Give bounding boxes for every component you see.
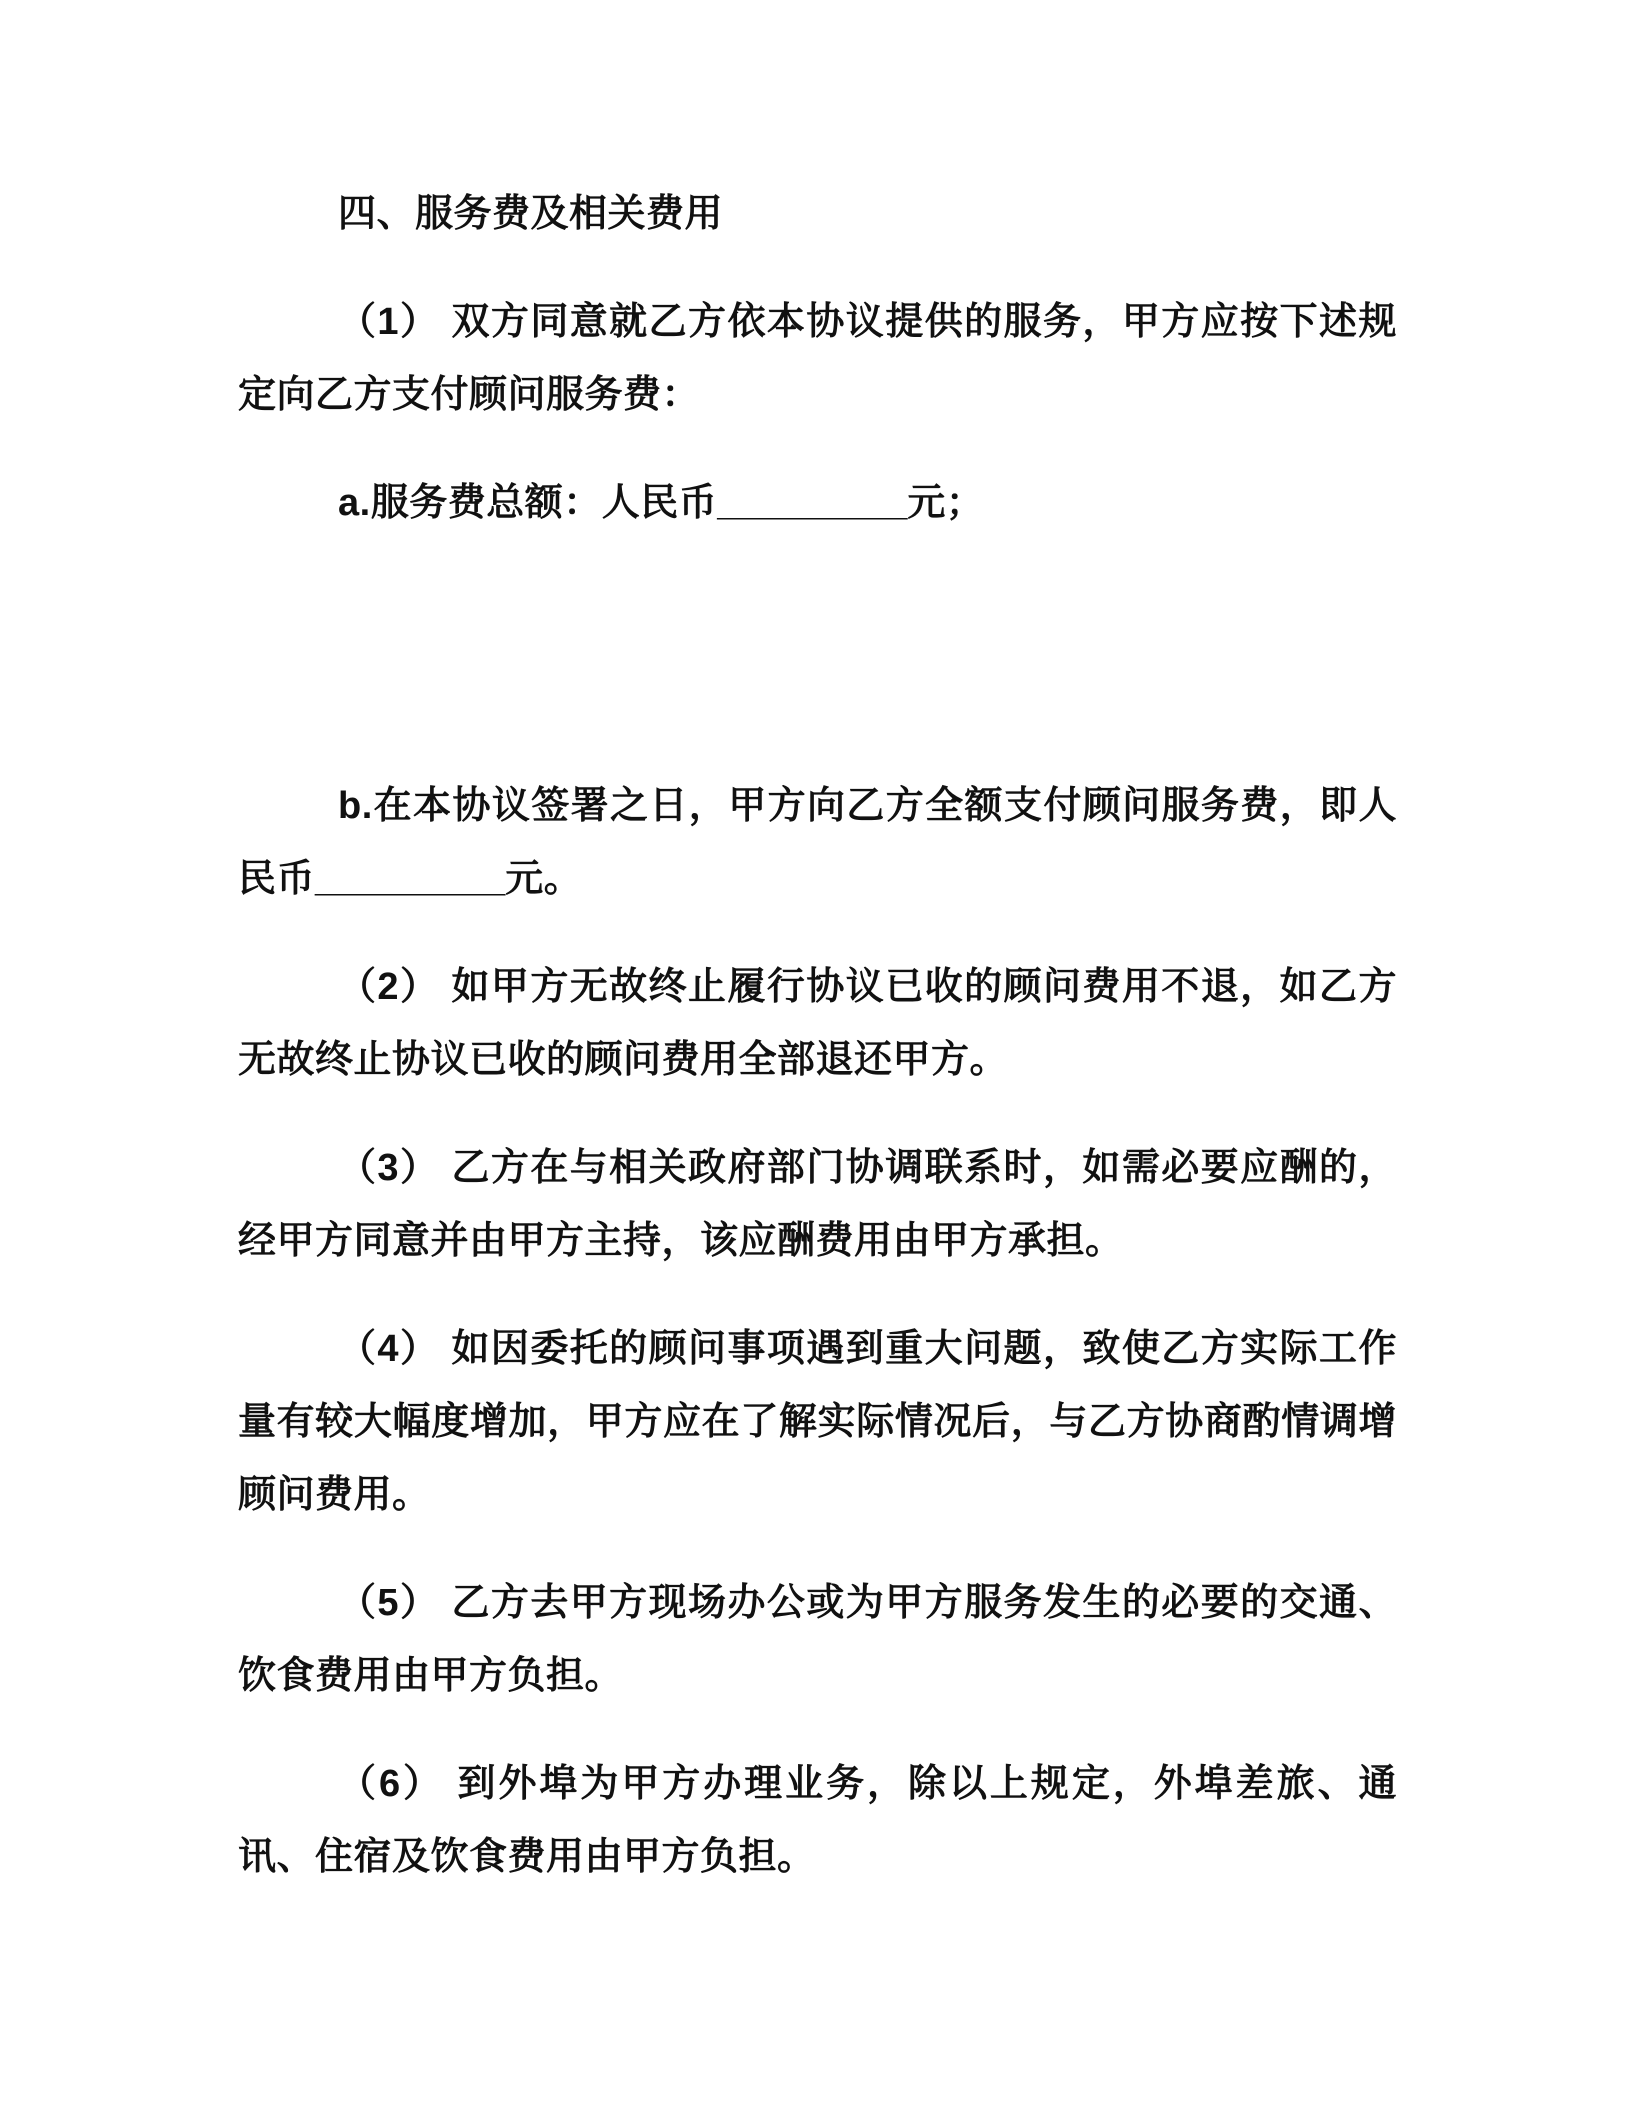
clause-1-item-b	[238, 770, 1397, 916]
clause-4: （4） 如因委托的顾问事项遇到重大问题，致使乙方实际工作量有较大幅度增加，甲方应在了解实际情况后，与乙方协商酌情调增顾问费用。	[238, 1328, 1397, 1516]
clause-3: （3） 乙方在与相关政府部门协调联系时，如需必要应酬的，经甲方同意并由甲方主持，该应酬费用由甲方承担。	[238, 1147, 1397, 1262]
clause-6: （6） 到外埠为甲方办理业务，除以上规定，外埠差旅、通讯、住宿及饮食费用由甲方负担。	[238, 1763, 1397, 1878]
item-a-suffix: 元；	[907, 482, 985, 524]
section-heading: 四、服务费及相关费用	[338, 193, 724, 235]
fee-amount-blank: _________	[315, 858, 506, 900]
item-b-label: b.在本协议签署之日，甲方向乙方全额支付顾问服务费，即人民币	[238, 785, 1397, 900]
fee-total-blank: _________	[717, 482, 908, 524]
clause-5: （5） 乙方去甲方现场办公或为甲方服务发生的必要的交通、饮食费用由甲方负担。	[238, 1582, 1397, 1697]
item-b-suffix: 元。	[505, 858, 583, 900]
clause-2: （2） 如甲方无故终止履行协议已收的顾问费用不退，如乙方无故终止协议已收的顾问费用全部退还甲方。	[238, 966, 1397, 1081]
clause-1: （1） 双方同意就乙方依本协议提供的服务，甲方应按下述规定向乙方支付顾问服务费：	[238, 301, 1397, 416]
clause-1-item-a	[238, 467, 1397, 540]
item-a-label: a.服务费总额：人民币	[338, 482, 718, 524]
